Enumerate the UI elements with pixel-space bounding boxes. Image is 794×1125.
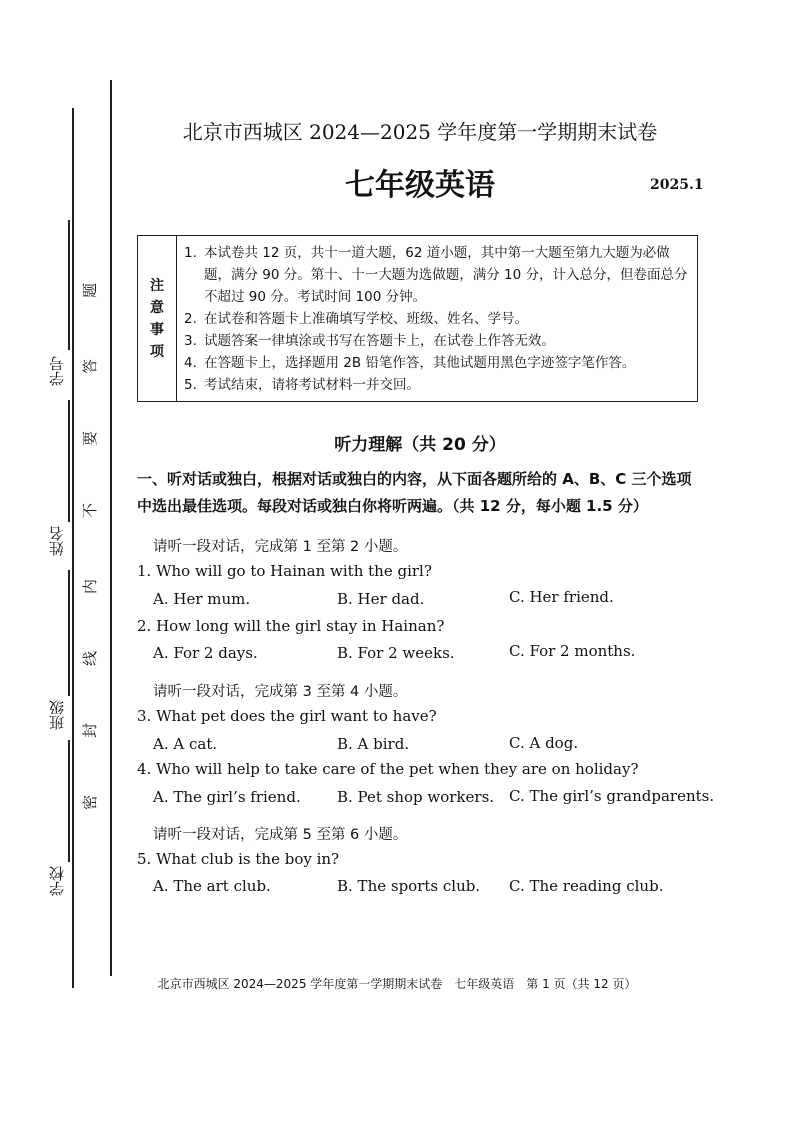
option-a: A. A cat. [153,735,218,753]
option-c: C. The reading club. [509,877,664,895]
option-c: C. The girl’s grandparents. [509,787,715,805]
notice-item-number: 1. [184,245,197,261]
question-4: 4. Who will help to take care of the pet when they are on holiday? [137,760,639,778]
question-1: 1. Who will go to Hainan with the girl? [137,562,432,580]
notice-item-text: 考试结束，请将考试材料一并交回。 [204,377,420,393]
exam-title: 北京市西城区 2024—2025 学年度第一学期期末试卷 [182,120,658,144]
exam-date: 2025.1 [650,177,704,193]
option-b: B. For 2 weeks. [337,644,455,662]
listening-prompt: 请听一段对话，完成第 3 至第 4 小题。 [153,684,408,700]
class-blank[interactable] [68,570,70,696]
seal-char: 内 [81,578,100,595]
seal-char: 密 [81,794,100,811]
class-label: 班级 [48,700,66,730]
notice-label [138,236,177,401]
option-c: C. For 2 months. [509,642,636,660]
notice-item-number: 2. [184,311,197,327]
notice-label-char: 项 [150,343,164,360]
seal-char: 线 [81,650,100,667]
option-c: C. Her friend. [509,588,614,606]
notice-label-char: 事 [150,321,164,338]
school-blank[interactable] [68,740,70,862]
notice-label-char: 意 [150,299,164,316]
question-3: 3. What pet does the girl want to have? [137,707,437,725]
seal-char: 答 [81,358,100,375]
listening-prompt: 请听一段对话，完成第 5 至第 6 小题。 [153,827,408,843]
option-a: A. The art club. [153,877,271,895]
option-b: B. Her dad. [337,590,425,608]
binding-line-inner [110,80,112,976]
option-c: C. A dog. [509,734,579,752]
notice-item [184,374,694,396]
notice-item-number: 4. [184,355,197,371]
notice-item-text: 在试卷和答题卡上准确填写学校、班级、姓名、学号。 [204,311,528,327]
notice-item [184,330,694,352]
option-a: A. For 2 days. [153,644,258,662]
section-instruction: 一、听对话或独白，根据对话或独白的内容，从下面各题所给的 A、B、C 三个选项中选出最佳选项。每段对话或独白你将听两遍。（共 12 分，每小题 1.5 分） [137,470,692,515]
notice-box [137,235,698,402]
notice-item [184,242,694,308]
option-b: B. The sports club. [337,877,481,895]
notice-list [184,242,694,396]
student-id-blank[interactable] [68,220,70,350]
section-title: 听力理解（共 20 分） [334,435,506,455]
notice-item [184,352,694,374]
notice-item-text: 在答题卡上，选择题用 2B 铅笔作答，其他试题用黑色字迹签字笔作答。 [204,355,636,371]
notice-item-text: 试题答案一律填涂或书写在答题卡上，在试卷上作答无效。 [204,333,555,349]
seal-char: 要 [81,430,100,447]
seal-char: 题 [81,282,100,299]
school-label: 学校 [48,866,66,896]
listening-prompt: 请听一段对话，完成第 1 至第 2 小题。 [153,539,408,555]
option-b: B. A bird. [337,735,410,753]
option-a: A. The girl’s friend. [153,788,301,806]
question-5: 5. What club is the boy in? [137,850,340,868]
option-a: A. Her mum. [153,590,251,608]
name-label: 姓名 [48,526,66,556]
option-b: B. Pet shop workers. [337,788,495,806]
notice-item-text: 本试卷共 12 页，共十一道大题，62 道小题，其中第一大题至第九大题为必做题，满分 90 分。第十、十一大题为选做题，满分 10 分，计入总分，但卷面总分不超过 90 分。考试时间 100 分钟。 [204,245,688,305]
notice-label-char: 注 [150,277,164,294]
page-footer: 北京市西城区 2024—2025 学年度第一学期期末试卷 七年级英语 第 1 页（共 12 页） [157,977,637,991]
question-2: 2. How long will the girl stay in Hainan? [137,617,445,635]
name-blank[interactable] [68,400,70,522]
student-id-label: 学号 [48,356,66,386]
notice-item-number: 3. [184,333,197,349]
notice-item [184,308,694,330]
subject-title: 七年级英语 [345,168,495,203]
seal-char: 封 [81,722,100,739]
seal-char: 不 [81,502,100,519]
notice-item-number: 5. [184,377,197,393]
